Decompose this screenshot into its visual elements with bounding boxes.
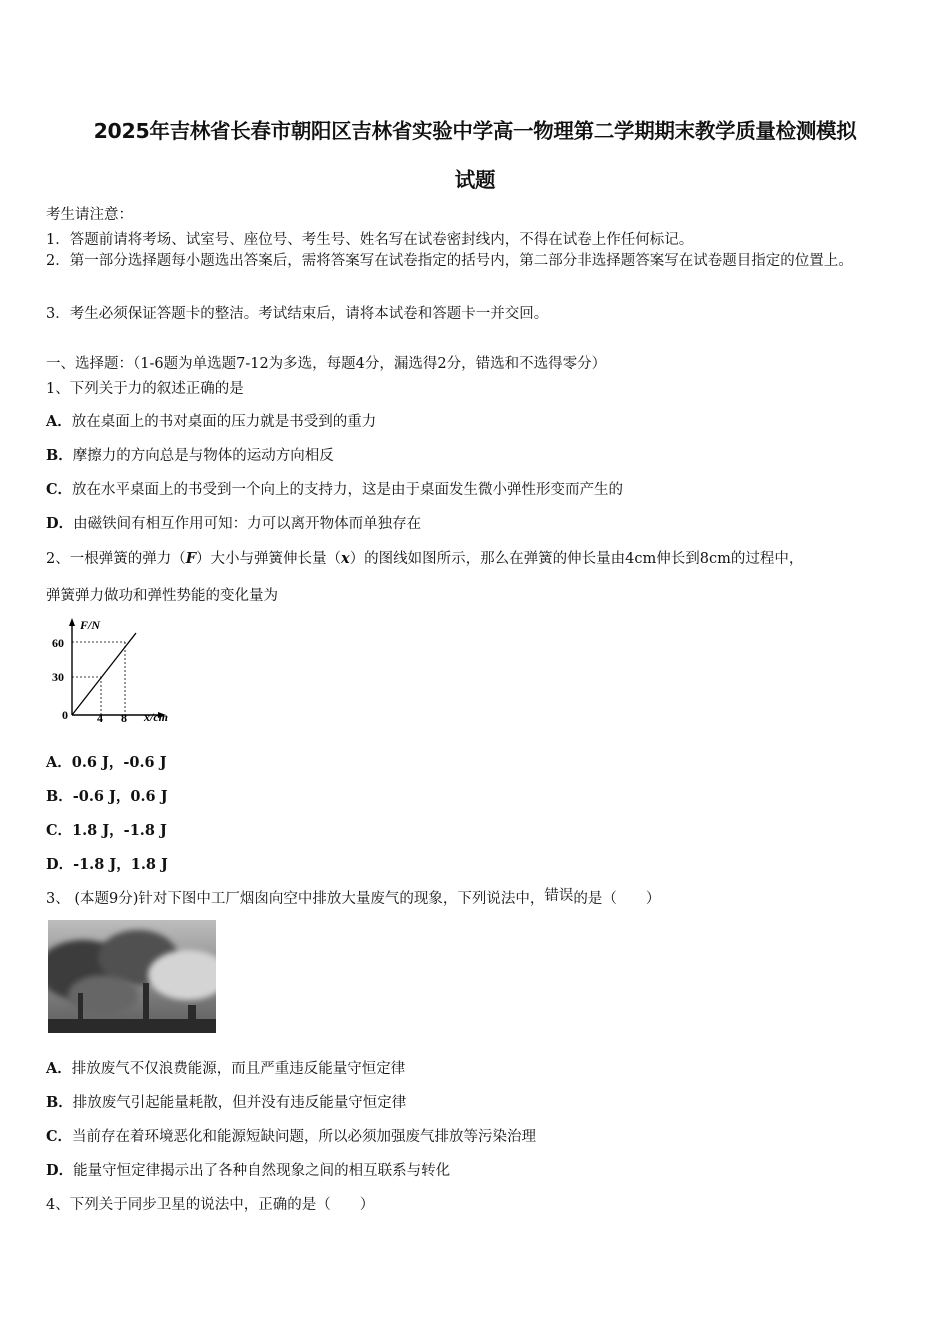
y-axis-arrow-icon (69, 618, 75, 626)
option-text: 由磁铁间有相互作用可知：力可以离开物体而单独存在 (73, 516, 422, 532)
option-label: A． (46, 754, 72, 771)
notice-item-2: 2．第一部分选择题每小题选出答案后，需将答案写在试卷指定的括号内，第二部分非选择题答案写在试卷题目指定的位置上。 (46, 253, 853, 269)
x-tick-4: 4 (97, 711, 103, 725)
page-title-line1: 2025年吉林省长春市朝阳区吉林省实验中学高一物理第二学期期末教学质量检测模拟 (93, 119, 857, 143)
q4-stem: 4、下列关于同步卫星的说法中，正确的是（ ） (46, 1197, 375, 1213)
q3-stem-emphasis: 错误 (544, 888, 574, 904)
option-label: C． (46, 481, 73, 498)
x-axis-label: x/cm (144, 710, 168, 724)
force-line (72, 633, 136, 715)
option-label: B． (46, 447, 73, 464)
option-label: B． (46, 1094, 73, 1111)
q2-stem-part: ）大小与弹簧伸长量（ (196, 551, 342, 567)
option-label: D． (46, 1162, 74, 1179)
chimney (78, 993, 83, 1033)
option-label: D． (46, 515, 74, 532)
option-text: 摩擦力的方向总是与物体的运动方向相反 (72, 448, 334, 464)
option-label: D． (46, 856, 74, 873)
origin-label: 0 (62, 708, 68, 722)
option-text: -1.8 J，1.8 J (73, 856, 168, 873)
chimney (143, 983, 149, 1033)
section-heading: 一、选择题：（1-6题为单选题7-12为多选，每题4分，漏选得2分，错选和不选得零分） (46, 356, 607, 372)
q1-stem: 1、下列关于力的叙述正确的是 (46, 381, 244, 397)
option-text: 当前存在着环境恶化和能源短缺问题，所以必须加强废气排放等污染治理 (72, 1129, 537, 1145)
page-title-line2: 试题 (454, 168, 496, 192)
q3-stem-part: 3、 (本题9分)针对下图中工厂烟囱向空中排放大量废气的现象，下列说法中， (46, 891, 545, 907)
q3-option-a (46, 1057, 405, 1078)
option-text: 1.8 J，-1.8 J (72, 822, 167, 839)
q2-option-a (46, 751, 167, 772)
q2-option-d (46, 853, 168, 874)
q2-stem-part: ）的图线如图所示，那么在弹簧的伸长量由4cm伸长到8cm的过程中， (349, 551, 804, 567)
q3-option-d (46, 1159, 450, 1180)
q1-option-c (46, 478, 623, 499)
option-label: C． (46, 822, 73, 839)
q2-stem (46, 547, 803, 568)
chimney (188, 1005, 196, 1033)
option-text: 放在桌面上的书对桌面的压力就是书受到的重力 (71, 414, 377, 430)
q2-option-c (46, 819, 167, 840)
y-axis-label: F/N (80, 618, 101, 632)
spring-force-graph (46, 615, 181, 727)
q3-option-c (46, 1125, 536, 1146)
option-text: 排放废气引起能量耗散，但并没有违反能量守恒定律 (72, 1095, 407, 1111)
option-text: -0.6 J，0.6 J (72, 788, 168, 805)
notice-item-1: 1．答题前请将考场、试室号、座位号、考生号、姓名写在试卷密封线内，不得在试卷上作任何标记。 (46, 232, 694, 248)
q1-option-b (46, 444, 334, 465)
q2-stem-var-x: x (341, 550, 350, 567)
q2-option-b (46, 785, 168, 806)
notice-heading: 考生请注意： (46, 207, 133, 223)
option-text: 能量守恒定律揭示出了各种自然现象之间的相互联系与转化 (73, 1163, 451, 1179)
q2-stem-line2: 弹簧弹力做功和弹性势能的变化量为 (46, 588, 278, 604)
q2-stem-var-f: F (185, 550, 197, 567)
x-tick-8: 8 (121, 711, 127, 725)
q3-option-b (46, 1091, 406, 1112)
factory-smoke-photo (48, 920, 216, 1033)
q2-stem-part: 2、一根弹簧的弹力（ (46, 551, 186, 567)
y-tick-60: 60 (52, 636, 64, 650)
q1-option-d (46, 512, 421, 533)
q3-stem-part: 的是（ ） (573, 891, 661, 907)
option-label: A． (46, 1060, 72, 1077)
q1-option-a (46, 410, 376, 431)
y-tick-30: 30 (52, 670, 64, 684)
option-text: 0.6 J，-0.6 J (71, 754, 167, 771)
option-text: 排放废气不仅浪费能源，而且严重违反能量守恒定律 (71, 1061, 406, 1077)
option-text: 放在水平桌面上的书受到一个向上的支持力，这是由于桌面发生微小弹性形变而产生的 (72, 482, 624, 498)
q3-stem (46, 887, 660, 908)
option-label: C． (46, 1128, 73, 1145)
option-label: A． (46, 413, 72, 430)
option-label: B． (46, 788, 73, 805)
notice-item-3: 3．考生必须保证答题卡的整洁。考试结束后，请将本试卷和答题卡一并交回。 (46, 306, 549, 322)
